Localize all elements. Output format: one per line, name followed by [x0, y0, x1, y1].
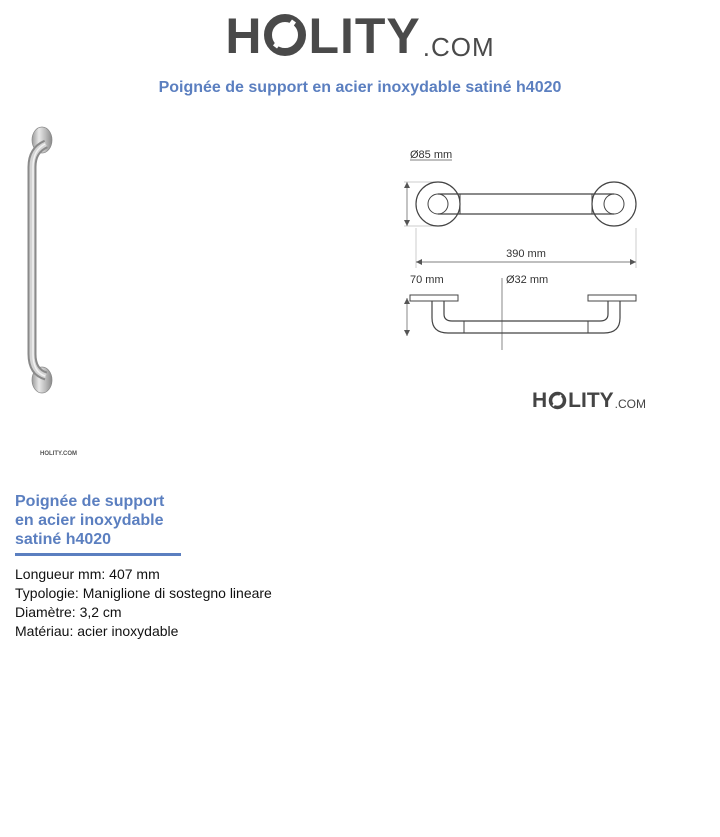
logo-word: LITY	[308, 8, 421, 64]
product-specs	[15, 565, 272, 641]
watermark-letter-h: H	[532, 389, 548, 412]
spec-row-length	[15, 565, 272, 584]
watermark-domain: .COM	[614, 397, 647, 411]
spec-label: Diamètre:	[15, 604, 76, 620]
product-title: Poignée de support en acier inoxydable satiné h4020	[15, 493, 165, 548]
dim-bar-diameter: Ø32 mm	[506, 274, 549, 286]
watermark-word: LITY	[568, 389, 614, 412]
dim-flange-diameter: Ø85 mm	[410, 149, 453, 161]
page-title: Poignée de support en acier inoxydable satiné h4020	[158, 79, 562, 96]
dim-depth: 70 mm	[410, 274, 444, 286]
title-underline	[15, 553, 181, 556]
spec-label: Matériau:	[15, 623, 74, 639]
site-header	[0, 8, 720, 64]
watermark-logo	[532, 390, 646, 412]
watermark-o-icon	[548, 391, 567, 410]
logo-domain: .COM	[422, 32, 495, 62]
spec-value: acier inoxydable	[77, 623, 179, 639]
spec-value: 3,2 cm	[79, 604, 122, 620]
spec-value: Maniglione di sostegno lineare	[82, 585, 272, 601]
product-photo[interactable]	[22, 122, 66, 400]
technical-drawing[interactable]	[392, 128, 654, 350]
spec-value: 407 mm	[109, 566, 160, 582]
tiny-logo: HOLITY.COM	[40, 451, 77, 457]
logo-letter-h: H	[225, 8, 263, 64]
spec-row-diameter	[15, 603, 272, 622]
logo-o-icon	[263, 13, 307, 57]
spec-label: Longueur mm:	[15, 566, 106, 582]
holity-logo[interactable]	[225, 8, 494, 64]
spec-row-type	[15, 584, 272, 603]
spec-row-material	[15, 622, 272, 641]
spec-label: Typologie:	[15, 585, 79, 601]
dim-length: 390 mm	[506, 248, 546, 260]
